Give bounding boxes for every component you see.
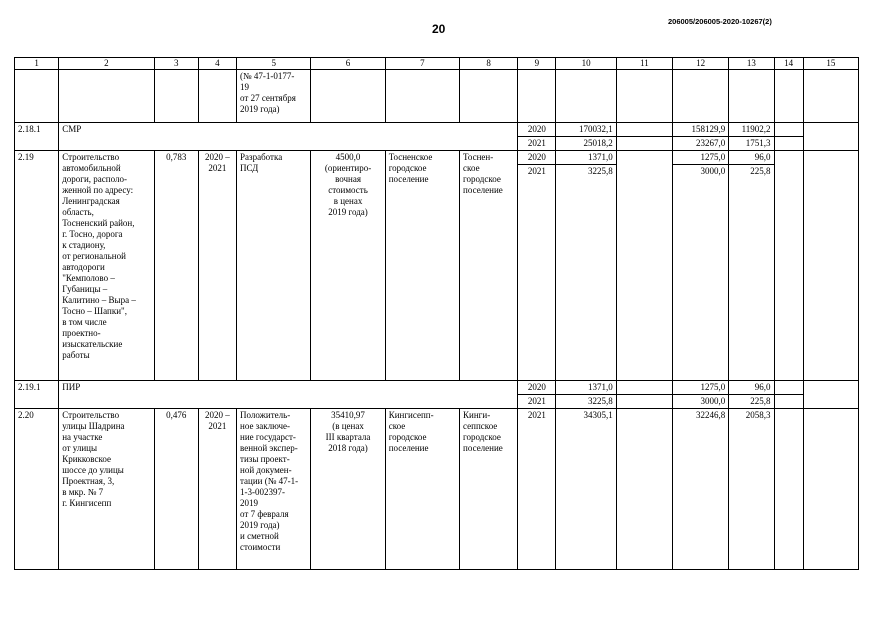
cell-regional: 1275,0 — [673, 381, 729, 395]
cell-regional: 23267,0 — [673, 137, 729, 151]
cell-local: 2058,3 — [729, 409, 774, 570]
row-number: 2.19.1 — [15, 381, 59, 409]
cell-year: 2021 — [518, 137, 556, 151]
col-header: 9 — [518, 58, 556, 70]
cell-local: 225,8 — [729, 395, 774, 409]
cell-regional: 158129,9 — [673, 123, 729, 137]
cell-customer: Кинги- сеппское городское поселение — [460, 409, 518, 570]
cell-local: 1751,3 — [729, 137, 774, 151]
col-header: 11 — [616, 58, 672, 70]
cell-regional: 3000,0 — [673, 165, 729, 381]
cell-regional: 32246,8 — [673, 409, 729, 570]
cell-customer: Тоснен- ское городское поселение — [460, 151, 518, 381]
col-header: 12 — [673, 58, 729, 70]
cell-total: 3225,8 — [556, 395, 616, 409]
cell-period: 2020 – 2021 — [198, 151, 236, 381]
column-number-row — [15, 58, 859, 70]
cell-cost: 35410,97 (в ценах III квартала 2018 года) — [311, 409, 385, 570]
row-name: СМР — [59, 123, 518, 151]
cell-document: Положитель- ное заключе- ние государст- венной экспер- тизы проект- ной докумен- тации (№ 47-1- 1-3-002397- 2019 от 7 февраля 2019 года) и сметной стоимости — [237, 409, 311, 570]
cell-period: 2020 – 2021 — [198, 409, 236, 570]
row-name: ПИР — [59, 381, 518, 409]
cell-local: 96,0 — [729, 381, 774, 395]
table-row-2-19 — [15, 151, 859, 165]
col-header: 13 — [729, 58, 774, 70]
table-row-continuation — [15, 70, 859, 123]
cell-total: 1371,0 — [556, 151, 616, 165]
cell-local: 96,0 — [729, 151, 774, 165]
col-header: 1 — [15, 58, 59, 70]
cell-total: 1371,0 — [556, 381, 616, 395]
cell-year: 2020 — [518, 381, 556, 395]
cell-document: Разработка ПСД — [237, 151, 311, 381]
table-row-2-19-1 — [15, 381, 859, 395]
document-id: 206005/206005-2020-10267(2) — [668, 17, 772, 26]
cell-cost: 4500,0 (ориентиро- вочная стоимость в ценах 2019 года) — [311, 151, 385, 381]
cell-regional: 3000,0 — [673, 395, 729, 409]
cell-total: 25018,2 — [556, 137, 616, 151]
cell-regional: 1275,0 — [673, 151, 729, 165]
row-name: Строительство автомобильной дороги, располо- женной по адресу: Ленинградская область, Тосненский район, г. Тосно, дорога к стадиону, от региональной автодороги "Кемполово – Губаницы – Калитино – Выра – Тосно – Шапки", в том числе проектно- изыскательские работы — [59, 151, 154, 381]
row-number: 2.19 — [15, 151, 59, 381]
row-number: 2.18.1 — [15, 123, 59, 151]
cell-municipality: Тосненское городское поселение — [385, 151, 459, 381]
col-header: 2 — [59, 58, 154, 70]
cell-year: 2021 — [518, 165, 556, 381]
cell-local: 11902,2 — [729, 123, 774, 137]
col-header: 15 — [803, 58, 858, 70]
col-header: 10 — [556, 58, 616, 70]
cell-year: 2021 — [518, 409, 556, 570]
cell-total: 34305,1 — [556, 409, 616, 570]
program-table — [14, 57, 859, 570]
table-row-2-20 — [15, 409, 859, 570]
col-header: 14 — [774, 58, 803, 70]
col-header: 7 — [385, 58, 459, 70]
col-header: 5 — [237, 58, 311, 70]
col-header: 8 — [460, 58, 518, 70]
cell-length: 0,783 — [154, 151, 198, 381]
col-header: 3 — [154, 58, 198, 70]
cell-year: 2021 — [518, 395, 556, 409]
cell-local: 225,8 — [729, 165, 774, 381]
cell-year: 2020 — [518, 123, 556, 137]
table-row-2-18-1 — [15, 123, 859, 137]
cell-municipality: Кингисепп- ское городское поселение — [385, 409, 459, 570]
row-number: 2.20 — [15, 409, 59, 570]
col-header: 6 — [311, 58, 385, 70]
cell-document: (№ 47-1-0177- 19 от 27 сентября 2019 года) — [237, 70, 311, 123]
page-number: 20 — [432, 22, 446, 36]
cell-total: 3225,8 — [556, 165, 616, 381]
row-name: Строительство улицы Шадрина на участке от улицы Крикковское шоссе до улицы Проектная, 3, в мкр. № 7 г. Кингисепп — [59, 409, 154, 570]
col-header: 4 — [198, 58, 236, 70]
cell-length: 0,476 — [154, 409, 198, 570]
cell-year: 2020 — [518, 151, 556, 165]
cell-total: 170032,1 — [556, 123, 616, 137]
